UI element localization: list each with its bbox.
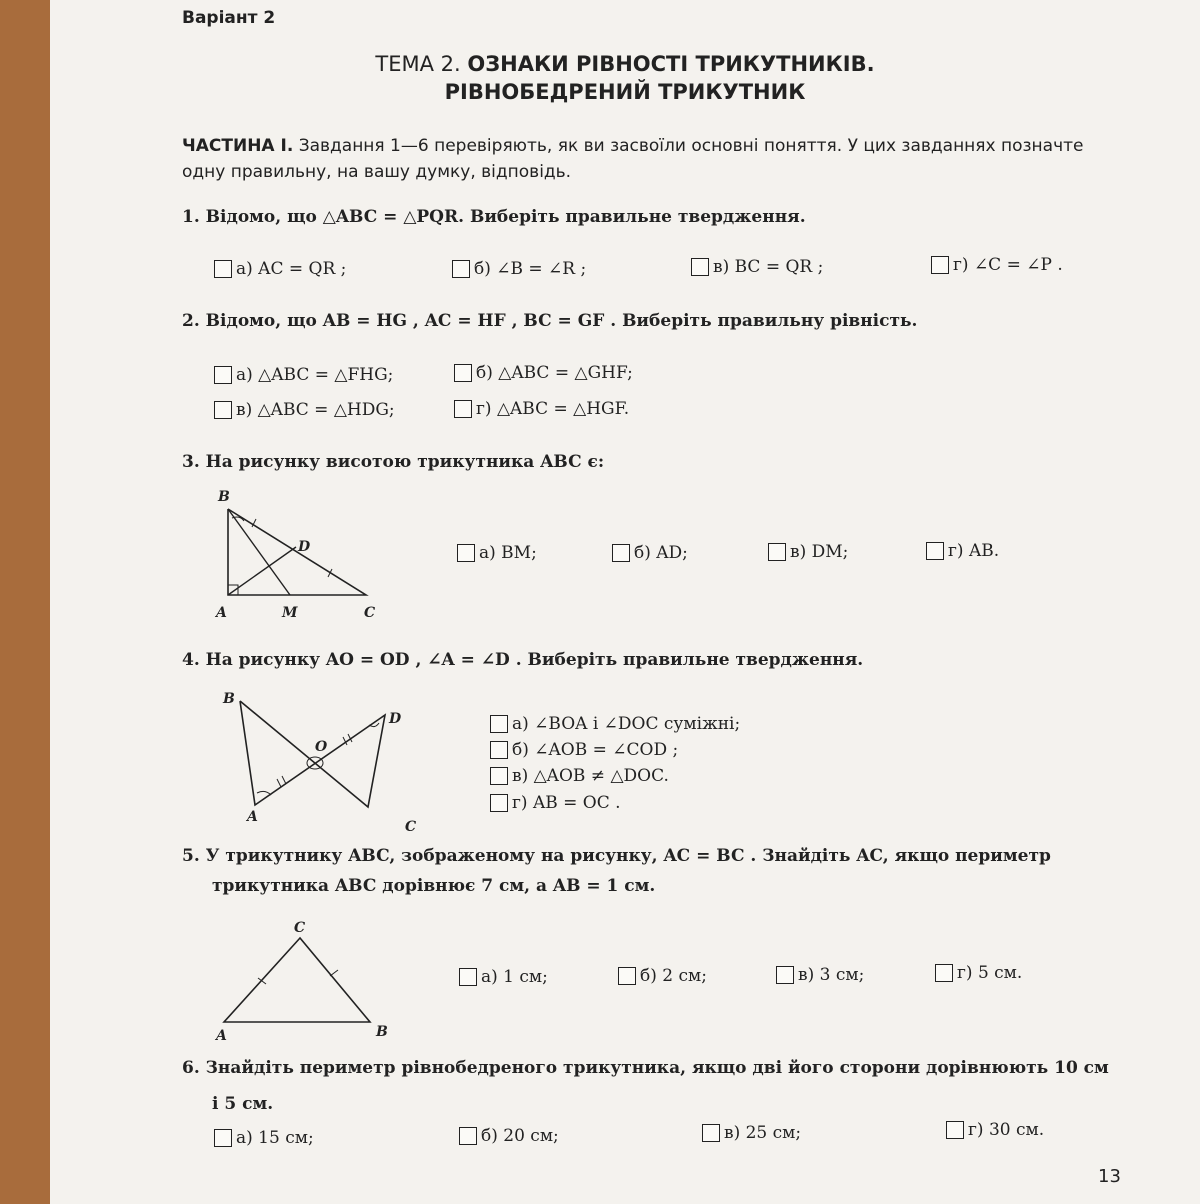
option-label: в) 25 см; (724, 1123, 802, 1143)
q1-option-b[interactable] (452, 259, 586, 279)
question-4 (182, 650, 863, 670)
label-c: C (405, 819, 417, 835)
q1-option-a[interactable] (214, 259, 346, 279)
option-label: в) BC = QR ; (713, 257, 824, 277)
option-label: г) AB. (948, 541, 1000, 561)
q6-option-c[interactable] (702, 1123, 801, 1143)
question-text: Знайдіть периметр рівнобедреного трикутника, якщо дві його сторони дорівнюють 10 см (205, 1058, 1109, 1078)
q2-option-c[interactable] (214, 400, 395, 420)
q3-option-d[interactable] (926, 541, 999, 561)
intro-paragraph (182, 133, 1112, 185)
variant-label: Варіант 2 (182, 8, 276, 28)
option-label: г) 5 см. (957, 963, 1023, 983)
worksheet-page (50, 0, 1200, 1204)
option-label: в) DM; (790, 542, 849, 562)
checkbox[interactable] (490, 767, 508, 785)
label-a: A (216, 605, 227, 621)
segment-bm (228, 509, 290, 595)
q2-option-d[interactable] (454, 399, 629, 419)
label-c: C (364, 605, 376, 621)
q4-option-d[interactable] (490, 793, 621, 813)
label-a: A (216, 1028, 227, 1044)
tick-mark (277, 779, 281, 787)
label-b: B (218, 489, 230, 505)
q5-option-c[interactable] (776, 965, 864, 985)
question-5-line2: трикутника ABC дорівнює 7 см, а AB = 1 см. (212, 876, 656, 896)
option-label: а) △ABC = △FHG; (236, 365, 394, 385)
label-d: D (389, 711, 402, 727)
option-label: а) ∠BOA і ∠DOC суміжні; (512, 714, 741, 734)
triangle-abc (228, 509, 366, 595)
question-text: Відомо, що △ABC = △PQR. Виберіть правильне твердження. (205, 207, 806, 227)
q6-option-b[interactable] (459, 1126, 559, 1146)
q4-option-b[interactable] (490, 740, 678, 760)
page-title-line1 (50, 52, 1200, 76)
checkbox[interactable] (454, 400, 472, 418)
question-3 (182, 452, 604, 472)
checkbox[interactable] (214, 366, 232, 384)
checkbox[interactable] (946, 1121, 964, 1139)
question-number: 1. (182, 207, 200, 227)
checkbox[interactable] (452, 260, 470, 278)
question-text: У трикутнику ABC, зображеному на рисунку, AC = BC . Знайдіть AC, якщо периметр (205, 846, 1051, 866)
checkbox[interactable] (776, 966, 794, 984)
q4-bowtie-figure (215, 685, 430, 840)
intro-text: Завдання 1—6 перевіряють, як ви засвоїли основні поняття. У цих завданнях позначте одну правильну, на вашу думку, відповідь. (182, 136, 1084, 182)
tick-mark (282, 776, 286, 784)
title-bold: ОЗНАКИ РІВНОСТІ ТРИКУТНИКІВ. (467, 52, 875, 76)
option-label: г) ∠C = ∠P . (953, 255, 1063, 275)
checkbox[interactable] (612, 544, 630, 562)
option-label: б) AD; (634, 543, 688, 563)
q3-triangle-figure (210, 485, 390, 625)
checkbox[interactable] (490, 715, 508, 733)
q2-option-a[interactable] (214, 365, 393, 385)
q4-option-c[interactable] (490, 766, 669, 786)
question-number: 3. (182, 452, 200, 472)
q1-option-d[interactable] (931, 255, 1063, 275)
label-o: O (315, 739, 328, 755)
checkbox[interactable] (457, 544, 475, 562)
question-number: 2. (182, 311, 200, 331)
option-label: а) 15 см; (236, 1128, 314, 1148)
checkbox[interactable] (459, 1127, 477, 1145)
checkbox[interactable] (691, 258, 709, 276)
question-2 (182, 311, 917, 331)
option-label: г) AB = OC . (512, 793, 621, 813)
option-label: г) 30 см. (968, 1120, 1045, 1140)
label-b: B (223, 691, 235, 707)
option-label: б) 20 см; (481, 1126, 559, 1146)
option-label: а) AC = QR ; (236, 259, 347, 279)
title-prefix: ТЕМА 2. (375, 52, 468, 76)
checkbox[interactable] (214, 260, 232, 278)
label-m: M (282, 605, 298, 621)
checkbox[interactable] (931, 256, 949, 274)
checkbox[interactable] (490, 741, 508, 759)
q5-option-b[interactable] (618, 966, 707, 986)
label-c: C (294, 920, 306, 936)
option-label: в) △AOB ≠ △DOC. (512, 766, 669, 786)
question-5 (182, 846, 1051, 866)
q6-option-d[interactable] (946, 1120, 1044, 1140)
checkbox[interactable] (214, 1129, 232, 1147)
checkbox[interactable] (618, 967, 636, 985)
option-label: б) △ABC = △GHF; (476, 363, 633, 383)
question-6 (182, 1058, 1109, 1078)
option-label: в) △ABC = △HDG; (236, 400, 395, 420)
q4-option-a[interactable] (490, 714, 740, 734)
checkbox[interactable] (454, 364, 472, 382)
question-text: На рисунку висотою трикутника ABC є: (205, 452, 605, 472)
q5-option-d[interactable] (935, 963, 1022, 983)
option-label: б) 2 см; (640, 966, 707, 986)
checkbox[interactable] (459, 968, 477, 986)
option-label: б) ∠B = ∠R ; (474, 259, 587, 279)
question-1 (182, 207, 806, 227)
checkbox[interactable] (935, 964, 953, 982)
option-label: а) 1 см; (481, 967, 548, 987)
option-label: б) ∠AOB = ∠COD ; (512, 740, 679, 760)
label-a: A (247, 809, 258, 825)
page-number: 13 (1098, 1166, 1121, 1187)
q3-option-c[interactable] (768, 542, 848, 562)
option-label: г) △ABC = △HGF. (476, 399, 630, 419)
checkbox[interactable] (214, 401, 232, 419)
part-label: ЧАСТИНА І. (182, 136, 294, 156)
question-text: Відомо, що AB = HG , AC = HF , BC = GF . Виберіть правильну рівність. (205, 311, 918, 331)
checkbox[interactable] (926, 542, 944, 560)
q3-option-a[interactable] (457, 543, 537, 563)
page-title-line2: РІВНОБЕДРЕНИЙ ТРИКУТНИК (444, 80, 806, 104)
q6-option-a[interactable] (214, 1128, 314, 1148)
label-b: B (376, 1024, 388, 1040)
label-d: D (298, 539, 311, 555)
question-text: На рисунку AO = OD , ∠A = ∠D . Виберіть правильне твердження. (205, 650, 864, 670)
question-6-line2: і 5 см. (212, 1094, 274, 1114)
question-number: 5. (182, 846, 200, 866)
option-label: в) 3 см; (798, 965, 865, 985)
q1-option-c[interactable] (691, 257, 823, 277)
q3-option-b[interactable] (612, 543, 688, 563)
q5-option-a[interactable] (459, 967, 548, 987)
option-label: а) BM; (479, 543, 537, 563)
checkbox[interactable] (490, 794, 508, 812)
question-number: 6. (182, 1058, 200, 1078)
checkbox[interactable] (702, 1124, 720, 1142)
checkbox[interactable] (768, 543, 786, 561)
tick-mark (330, 970, 338, 976)
q5-isosceles-figure (210, 916, 400, 1046)
triangle-abc (224, 938, 370, 1022)
question-number: 4. (182, 650, 200, 670)
q2-option-b[interactable] (454, 363, 633, 383)
